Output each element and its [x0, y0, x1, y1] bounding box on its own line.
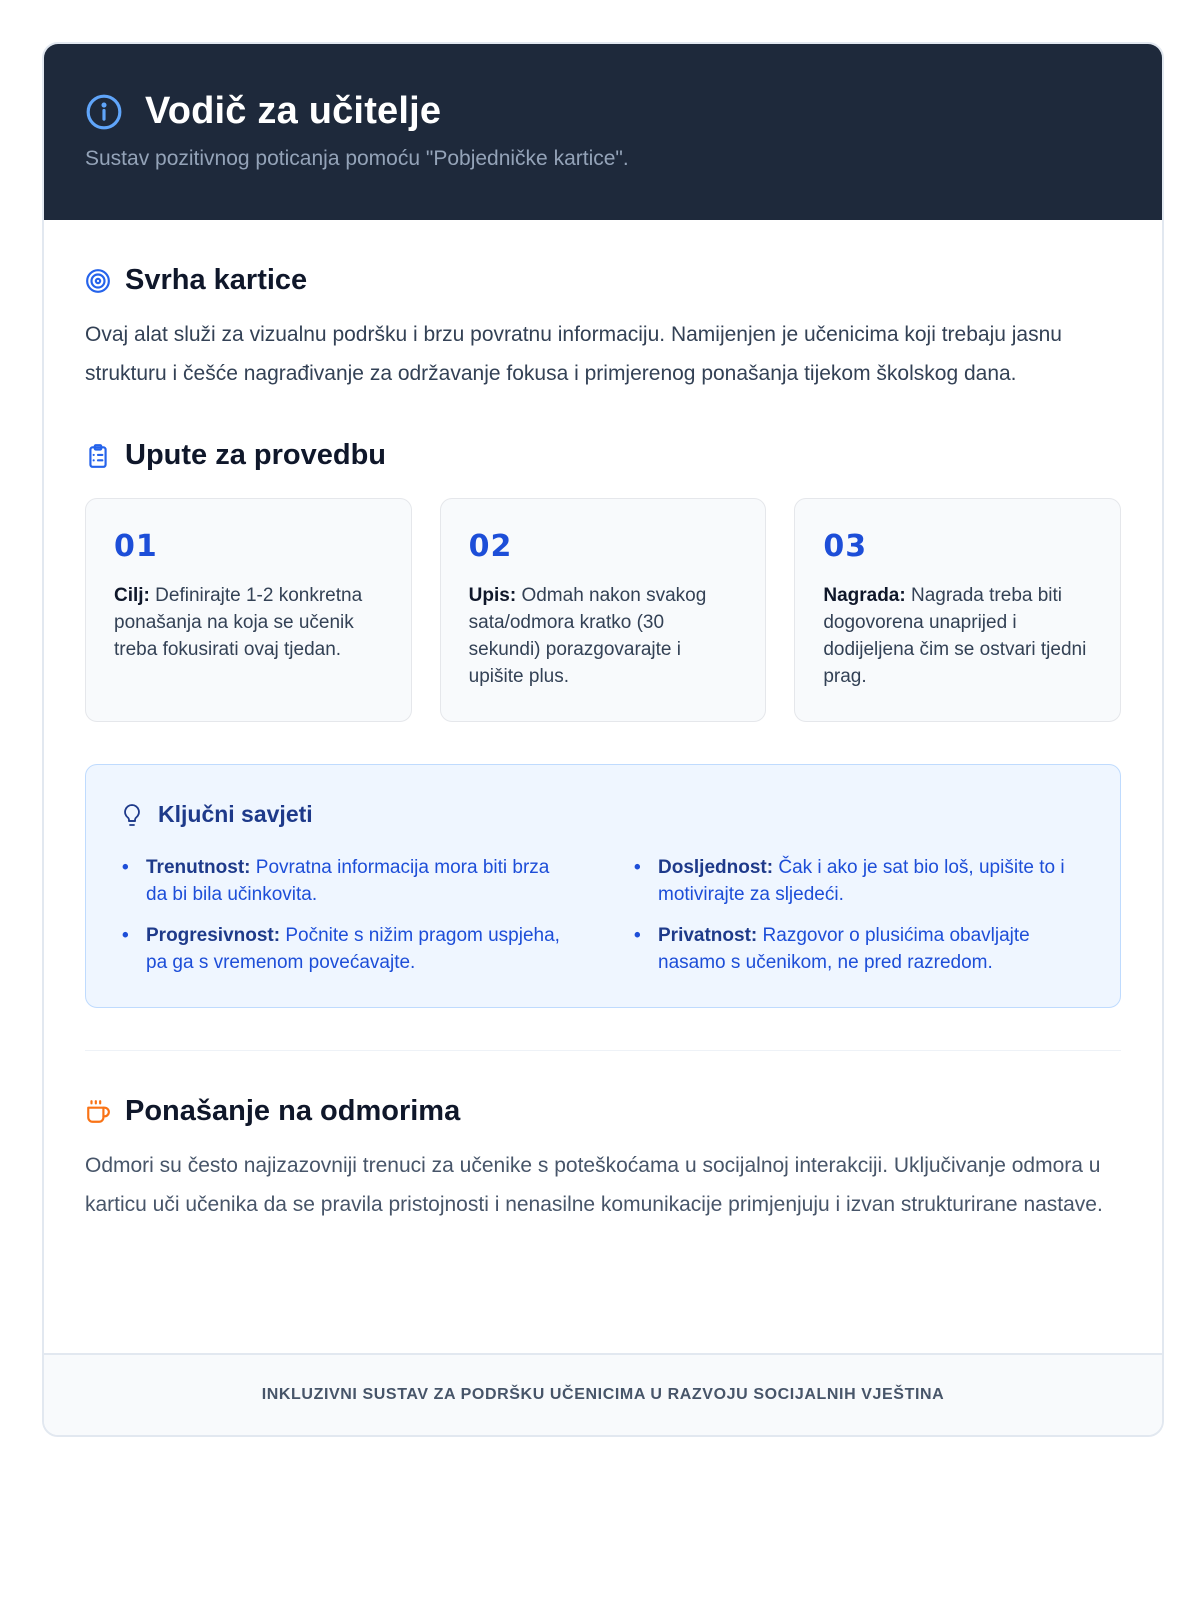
tip-text	[146, 922, 574, 976]
breaks-title: Ponašanje na odmorima	[125, 1095, 461, 1127]
instructions-heading	[85, 439, 1121, 472]
tip-description: Čak i ako je sat bio loš, upišite to i motivirajte za sljedeći.	[658, 857, 1065, 905]
tip-item	[122, 854, 574, 908]
purpose-text: Ovaj alat služi za vizualnu podršku i brzu povratnu informaciju. Namijenjen je učenicima koji trebaju jasnu strukturu i češće nagrađivanje za održavanje fokusa i primjerenog ponašanja tijekom školskog dana.	[85, 323, 1062, 385]
clipboard-list-icon	[85, 443, 111, 469]
step-label: Nagrada:	[823, 585, 906, 606]
footer: INKLUZIVNI SUSTAV ZA PODRŠKU UČENICIMA U RAZVOJU SOCIJALNIH VJEŠTINA	[44, 1353, 1162, 1435]
breaks-text: Odmori su često najizazovniji trenuci za učenike s poteškoćama u socijalnoj interakciji. Uključivanje odmora u karticu uči učenika da se pravila pristojnosti i nenasilne komunikacije primjenjuju i izvan strukturirane nastave.	[85, 1154, 1103, 1216]
step-text	[823, 582, 1092, 690]
tips-heading	[120, 801, 1086, 828]
tip-item	[122, 922, 574, 976]
tip-description: Počnite s nižim pragom uspjeha, pa ga s vremenom povećavajte.	[146, 925, 560, 973]
tip-item	[634, 854, 1086, 908]
tips-title: Ključni savjeti	[158, 801, 313, 827]
step-text	[469, 582, 738, 690]
instructions-title: Upute za provedbu	[125, 439, 387, 471]
bullet-icon: •	[634, 925, 641, 946]
step-card	[440, 498, 767, 722]
steps-row	[85, 498, 1121, 722]
page-subtitle: Sustav pozitivnog poticanja pomoću "Pobjedničke kartice".	[85, 147, 629, 170]
info-circle-icon	[85, 93, 123, 131]
coffee-cup-icon	[85, 1099, 111, 1125]
bullet-icon: •	[634, 857, 641, 878]
page-title: Vodič za učitelje	[145, 90, 442, 132]
purpose-heading	[85, 264, 1121, 297]
step-number: 03	[823, 529, 868, 564]
tip-description: Razgovor o plusićima obavljajte nasamo s učenikom, ne pred razredom.	[658, 925, 1030, 973]
bullet-icon: •	[122, 857, 129, 878]
purpose-title: Svrha kartice	[125, 264, 308, 296]
step-label: Upis:	[468, 585, 517, 606]
tip-label: Trenutnost:	[146, 857, 251, 878]
target-icon	[85, 268, 111, 294]
step-text	[114, 582, 383, 663]
bullet-icon: •	[122, 925, 129, 946]
step-label: Cilj:	[114, 585, 150, 606]
section-divider	[85, 1050, 1121, 1051]
teacher-guide-card	[42, 42, 1164, 1437]
tip-label: Dosljednost:	[658, 857, 774, 878]
step-card	[794, 498, 1121, 722]
tips-list	[120, 854, 1086, 976]
step-description: Odmah nakon svakog sata/odmora kratko (30 sekundi) porazgovarajte i upišite plus.	[468, 585, 707, 687]
header	[44, 44, 1162, 220]
tip-text	[658, 854, 1086, 908]
step-description: Definirajte 1-2 konkretna ponašanja na koja se učenik treba fokusirati ovaj tjedan.	[114, 585, 363, 660]
tip-label: Privatnost:	[658, 925, 758, 946]
tip-item	[634, 922, 1086, 976]
tip-description: Povratna informacija mora biti brza da bi bila učinkovita.	[146, 857, 550, 905]
lightbulb-icon	[120, 803, 144, 827]
header-title-row	[85, 90, 1121, 133]
tip-label: Progresivnost:	[146, 925, 281, 946]
key-tips-box	[85, 764, 1121, 1008]
step-number: 02	[468, 529, 513, 564]
content	[44, 220, 1162, 1224]
step-card	[85, 498, 412, 722]
tip-text	[658, 922, 1086, 976]
step-number: 01	[114, 529, 158, 564]
tip-text	[146, 854, 574, 908]
step-description: Nagrada treba biti dogovorena unaprijed i dodijeljena čim se ostvari tjedni prag.	[823, 585, 1087, 687]
breaks-heading	[85, 1095, 1121, 1128]
